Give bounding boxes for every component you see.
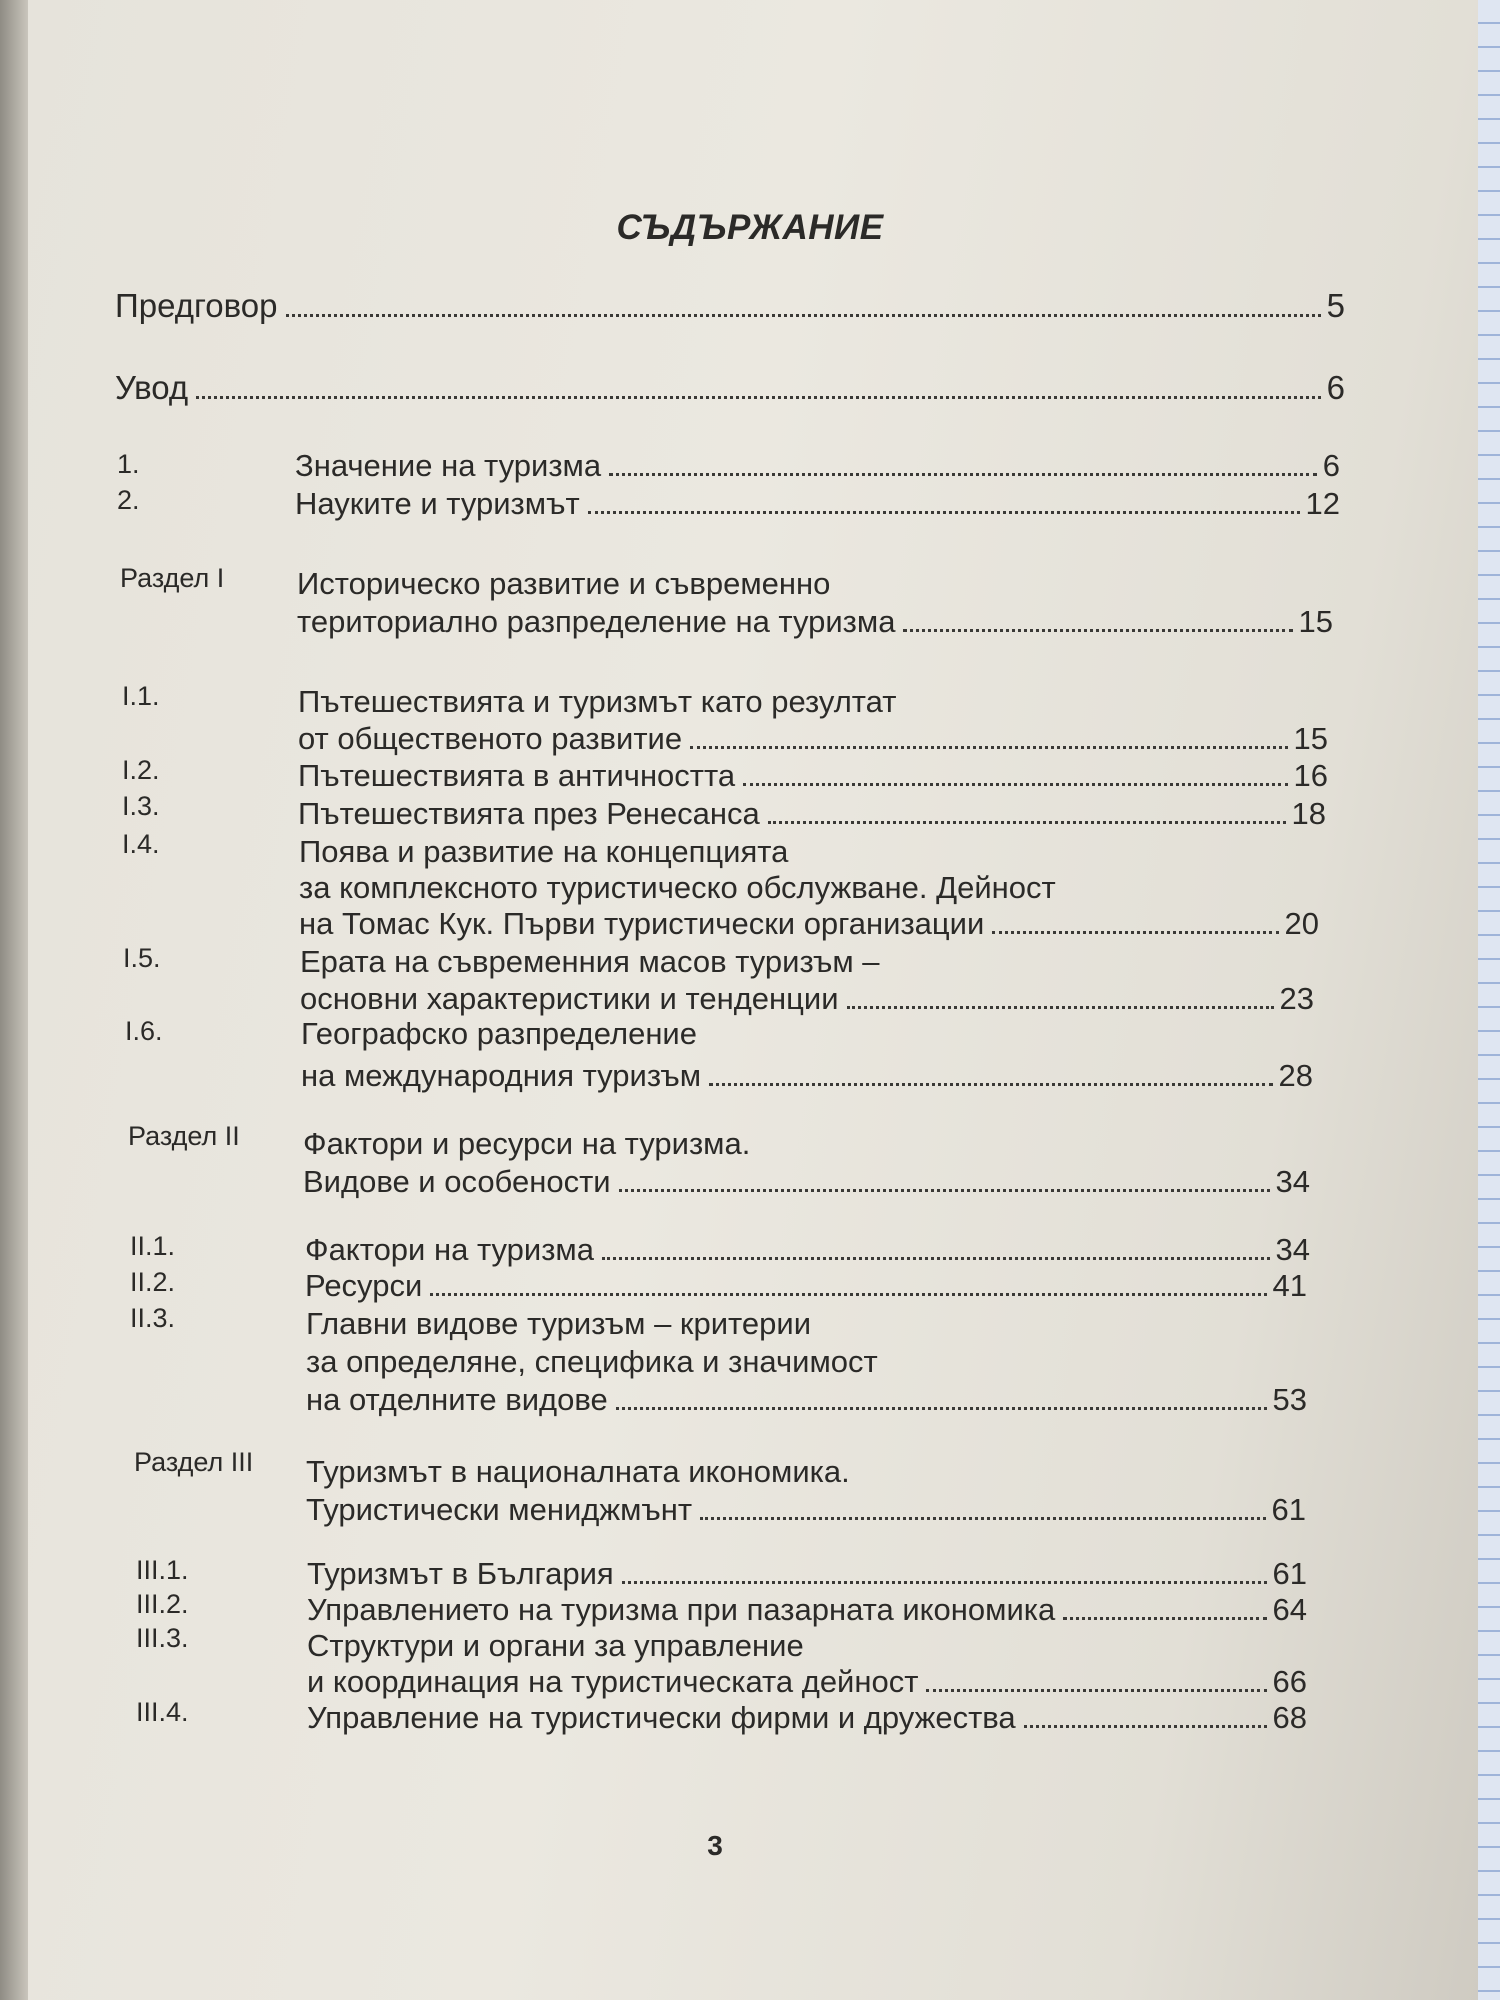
toc-entry-page: 5: [1326, 287, 1345, 324]
toc-entry-title: Пътешествията и туризмът като резултат: [298, 684, 897, 719]
toc-entry-page: 6: [1326, 369, 1345, 406]
toc-section-2: [303, 1126, 1310, 1200]
dot-leader: [588, 511, 1300, 514]
dot-leader: [700, 1517, 1265, 1520]
toc-entry-title: Историческо развитие и съвременно: [297, 566, 831, 601]
toc-section-number: Раздел III: [134, 1447, 254, 1477]
page-number: 3: [707, 1830, 723, 1861]
dot-leader: [286, 314, 1321, 317]
toc-entry-page: 66: [1272, 1664, 1307, 1699]
toc-entry-page: 18: [1291, 796, 1326, 831]
toc-entry-page: 23: [1279, 981, 1314, 1016]
toc-entry-title: Ерата на съвременния масов туризъм –: [300, 944, 880, 979]
dot-leader: [609, 473, 1317, 476]
toc-entry-page: 41: [1272, 1268, 1307, 1303]
dot-leader: [992, 931, 1278, 934]
toc-entry-title: Структури и органи за управление: [307, 1628, 804, 1663]
toc-entry-title: Увод: [115, 369, 189, 406]
toc-entry-page: 15: [1293, 721, 1328, 756]
toc-entry-number: I.3.: [122, 791, 160, 821]
toc-entry-title: на отделните видове: [306, 1382, 608, 1417]
toc-entry-title: Значение на туризма: [295, 448, 602, 483]
toc-entry-number: I.1.: [122, 681, 160, 711]
toc-entry-i4: [299, 834, 1319, 942]
toc-entry-number: III.3.: [136, 1623, 189, 1653]
dot-leader: [847, 1006, 1274, 1009]
toc-section-number: Раздел I: [120, 563, 225, 593]
toc-section-number: Раздел II: [128, 1121, 240, 1151]
toc-entry-page: 64: [1272, 1592, 1307, 1627]
toc-entry-number: I.4.: [122, 829, 160, 859]
toc-entry-title: териториално разпределение на туризма: [297, 604, 896, 639]
toc-entry-page: 34: [1275, 1164, 1310, 1199]
toc-entry-title: Пътешествията през Ренесанса: [298, 796, 760, 831]
toc-entry-title: Туризмът в националната икономика.: [306, 1454, 850, 1489]
toc-entry-page: 20: [1284, 906, 1319, 941]
toc-entry-title: Предговор: [115, 287, 278, 324]
toc-entry-iii4: [307, 1700, 1307, 1736]
toc-entry-number: III.2.: [136, 1589, 189, 1619]
dot-leader: [743, 783, 1287, 786]
dot-leader: [602, 1257, 1270, 1260]
toc-entry-page: 53: [1272, 1382, 1307, 1417]
toc-entry-ii2: [305, 1268, 1307, 1304]
toc-entry-page: 34: [1275, 1232, 1310, 1267]
toc-entry-number: 1.: [117, 449, 140, 479]
toc-entry-title: Туризмът в България: [307, 1556, 614, 1591]
toc-entry-i3: [298, 796, 1326, 832]
toc-entry-ii1: [305, 1232, 1310, 1268]
toc-entry-iii2: [307, 1592, 1307, 1628]
dot-leader: [768, 821, 1286, 824]
toc-entry-number: I.5.: [123, 943, 161, 973]
toc-entry-title: Поява и развитие на концепцията: [299, 834, 789, 869]
toc-section-1: [297, 566, 1333, 640]
toc-entry-page: 12: [1305, 486, 1340, 521]
toc-entry-number: II.3.: [130, 1303, 176, 1333]
dot-leader: [1063, 1617, 1266, 1620]
toc-entry-1: [295, 448, 1340, 484]
dot-leader: [709, 1083, 1272, 1086]
toc-entry-title: Пътешествията в античността: [298, 758, 736, 793]
toc-entry-title: Управление на туристически фирми и дружества: [307, 1700, 1016, 1735]
toc-entry-title: Фактори на туризма: [305, 1232, 594, 1267]
dot-leader: [926, 1689, 1266, 1692]
toc-entry-title: Видове и особености: [303, 1164, 611, 1199]
toc-entry-title: основни характеристики и тенденции: [300, 981, 839, 1016]
toc-entry-page: 61: [1272, 1556, 1307, 1591]
toc-entry-number: I.6.: [125, 1016, 163, 1046]
toc-entry-title: Ресурси: [305, 1268, 423, 1303]
toc-entry-title: на Томас Кук. Първи туристически организации: [299, 906, 985, 941]
toc-entry-number: II.1.: [130, 1231, 176, 1261]
toc-entry-title: на международния туризъм: [301, 1058, 702, 1093]
toc-entry-ii3: [306, 1306, 1307, 1418]
toc-entry-title: от общественото развитие: [298, 721, 683, 756]
toc-entry-number: I.2.: [122, 755, 160, 785]
toc-section-3: [306, 1454, 1306, 1528]
toc-entry-i1: [298, 684, 1328, 757]
toc-entry-i6: [301, 1016, 1313, 1094]
toc-title: СЪДЪРЖАНИЕ: [616, 208, 884, 247]
toc-entry-title: Управлението на туризма при пазарната икономика: [307, 1592, 1056, 1627]
toc-entry-2: [295, 486, 1340, 522]
dot-leader: [622, 1581, 1267, 1584]
toc-entry-title: Науките и туризмът: [295, 486, 580, 521]
toc-entry-iii1: [307, 1556, 1307, 1592]
dot-leader: [690, 746, 1287, 749]
toc-entry-page: 15: [1298, 604, 1333, 639]
toc-entry-title: Географско разпределение: [301, 1016, 697, 1051]
toc-entry-uvod: [115, 370, 1345, 406]
toc-entry-page: 6: [1322, 448, 1340, 483]
toc-entry-page: 16: [1293, 758, 1328, 793]
toc-entry-i2: [298, 758, 1328, 794]
toc-entry-number: III.1.: [136, 1555, 189, 1585]
toc-entry-number: 2.: [117, 485, 140, 515]
dot-leader: [1024, 1725, 1267, 1728]
toc-entry-page: 61: [1271, 1492, 1306, 1527]
toc-entry-iii3: [307, 1628, 1307, 1700]
dot-leader: [903, 629, 1292, 632]
toc-entry-page: 68: [1272, 1700, 1307, 1735]
dot-leader: [196, 396, 1320, 399]
toc-entry-number: II.2.: [130, 1267, 176, 1297]
toc-entry-predgovor: [115, 288, 1345, 324]
toc-entry-number: III.4.: [136, 1697, 189, 1727]
dot-leader: [619, 1189, 1270, 1192]
toc-entry-title: Главни видове туризъм – критерии: [306, 1306, 812, 1341]
dot-leader: [616, 1407, 1267, 1410]
dot-leader: [430, 1293, 1266, 1296]
toc-entry-title: за определяне, специфика и значимост: [306, 1344, 878, 1379]
toc-entry-i5: [300, 944, 1314, 1017]
toc-entry-page: 28: [1278, 1058, 1313, 1093]
toc-entry-title: Фактори и ресурси на туризма.: [303, 1126, 751, 1161]
toc-entry-title: Туристически мениджмънт: [306, 1492, 693, 1527]
toc-entry-title: за комплексното туристическо обслужване. Дейност: [299, 870, 1056, 905]
toc-entry-title: и координация на туристическата дейност: [307, 1664, 919, 1699]
